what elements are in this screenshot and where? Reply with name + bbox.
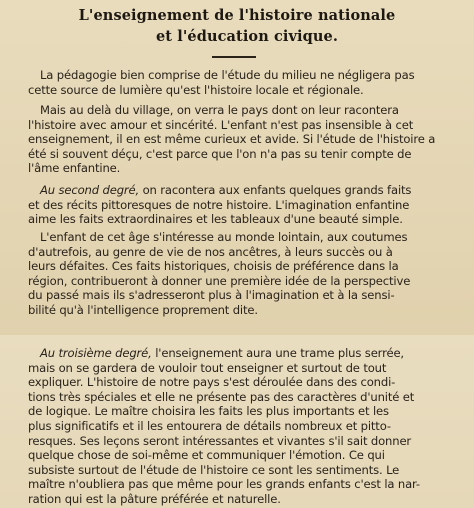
paragraph-1 xyxy=(28,68,414,97)
paragraph-line: quelque chose de soi-même et communiquer l'émotion. Ce qui xyxy=(28,448,385,463)
paragraph-line: de logique. Le maître choisira les faits les plus importants et les xyxy=(28,404,389,419)
paragraph-line: leurs défaites. Ces faits historiques, choisis de préférence dans la xyxy=(28,259,399,274)
paragraph-3 xyxy=(28,183,411,227)
paragraph-line: mais on se gardera de vouloir tout enseigner et surtout de tout xyxy=(28,360,387,375)
paragraph-line: région, contribueront à donner une première idée de la perspective xyxy=(28,273,411,288)
paragraph-line: d'autrefois, au genre de vie de nos ancêtres, à leurs succès ou à xyxy=(28,244,393,259)
paragraph-line: La pédagogie bien comprise de l'étude du milieu ne négligera pas xyxy=(40,68,415,82)
paragraph-line: et des récits pittoresques de notre histoire. L'imagination enfantine xyxy=(28,197,410,212)
paragraph-line: L'enfant de cet âge s'intéresse au monde lointain, aux coutumes xyxy=(40,230,408,244)
paragraph-line: plus significatifs et il les entourera de détails nombreux et pitto- xyxy=(28,418,391,433)
paragraph-line-rest: on racontera aux enfants quelques grands faits xyxy=(139,183,412,197)
article-title-line-1: L'enseignement de l'histoire nationale xyxy=(78,7,396,24)
paragraph-line: été si souvent déçu, c'est parce que l'on n'a pas su tenir compte de xyxy=(28,146,412,161)
paragraph-line: l'âme enfantine. xyxy=(28,161,121,176)
paragraph-line xyxy=(28,346,420,361)
title-divider xyxy=(212,56,256,58)
paragraph-line: cette source de lumière qu'est l'histoire locale et régionale. xyxy=(28,82,364,97)
paragraph-line: ration qui est la pâture préférée et naturelle. xyxy=(28,491,281,506)
paragraph-line: expliquer. L'histoire de notre pays s'est déroulée dans des condi- xyxy=(28,375,396,390)
paragraph-lead: Au troisième degré, xyxy=(40,346,152,360)
paragraph-line: Mais au delà du village, on verra le pays dont on leur racontera xyxy=(40,103,399,117)
paragraph-line: l'histoire avec amour et sincérité. L'enfant n'est pas insensible à cet xyxy=(28,117,414,132)
article-title-line-2: et l'éducation civique. xyxy=(155,28,339,45)
paragraph-line: tions très spéciales et elle ne présente pas des caractères d'unité et xyxy=(28,389,415,404)
paragraph-line: du passé mais ils s'adresseront plus à l'imagination et à la sensi- xyxy=(28,288,395,303)
paragraph-5 xyxy=(28,346,420,507)
paragraph-line: enseignement, il en est même curieux et avide. Si l'étude de l'histoire a xyxy=(28,132,436,147)
paragraph-line: bilité qu'à l'intelligence proprement dite. xyxy=(28,302,258,317)
paragraph-line xyxy=(28,183,411,198)
paragraph-line: subsiste surtout de l'étude de l'histoire ce sont les sentiments. Le xyxy=(28,462,400,477)
paragraph-4 xyxy=(28,230,410,318)
paragraph-2 xyxy=(28,103,435,176)
paragraph-line: maître n'oubliera pas que même pour les grands enfants c'est la nar- xyxy=(28,477,420,492)
paragraph-line: resques. Ses leçons seront intéressantes et vivantes s'il sait donner xyxy=(28,433,412,448)
paragraph-line: aime les faits extraordinaires et les tableaux d'une beauté simple. xyxy=(28,212,403,227)
paragraph-lead: Au second degré, xyxy=(40,183,140,197)
paragraph-line-rest: l'enseignement aura une trame plus serrée, xyxy=(151,346,404,360)
